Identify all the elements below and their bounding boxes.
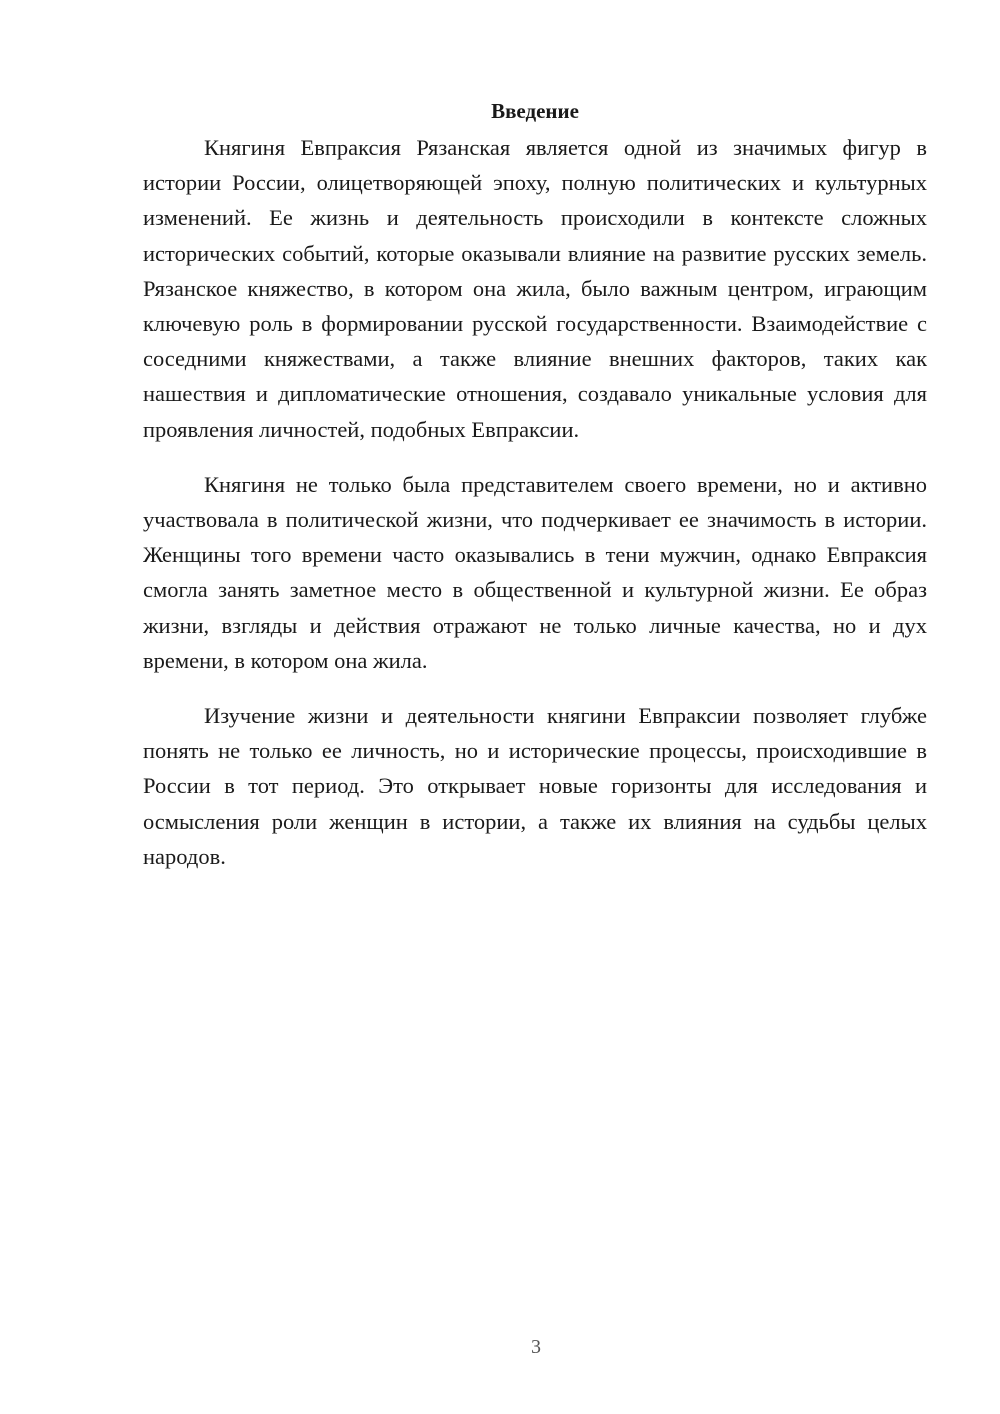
- page-content: [143, 96, 927, 874]
- page-number: 3: [531, 1336, 541, 1358]
- paragraph-3: Изучение жизни и деятельности княгини Евпраксии позволяет глубже понять не только ее личность, но и исторические процессы, происходившие в России в тот период. Это открывает новые горизонты для исследования и осмысления роли женщин в истории, а также их влияния на судьбы целых народов.: [143, 703, 927, 869]
- paragraph-2: Княгиня не только была представителем своего времени, но и активно участвовала в политической жизни, что подчеркивает ее значимость в истории. Женщины того времени часто оказывались в тени мужчин, однако Евпраксия смогла занять заметное место в общественной и культурной жизни. Ее образ жизни, взгляды и действия отражают не только личные качества, но и дух времени, в котором она жила.: [143, 471, 927, 673]
- page-title: Введение: [491, 99, 579, 123]
- paragraph-1: Княгиня Евпраксия Рязанская является одной из значимых фигур в истории России, олицетворяющей эпоху, полную политических и культурных изменений. Ее жизнь и деятельность происходили в контексте сложных исторических событий, которые оказывали влияние на развитие русских земель. Рязанское княжество, в котором она жила, было важным центром, играющим ключевую роль в формировании русской государственности. Взаимодействие с соседними княжествами, а также влияние внешних факторов, таких как нашествия и дипломатические отношения, создавало уникальные условия для проявления личностей, подобных Евпраксии.: [143, 135, 927, 442]
